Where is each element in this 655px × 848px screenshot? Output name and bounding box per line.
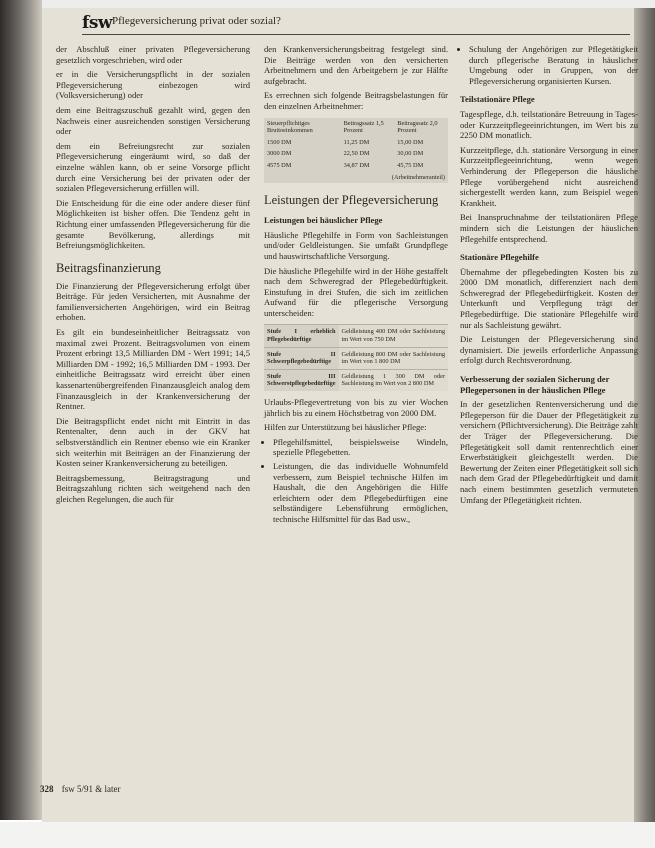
paragraph: Die Beitragspflicht endet nicht mit Eintritt in das Rentenalter, denn auch in der GKV hat selbstverständlich ein Rentner ebenso wie ein Kranker sich weiterhin mit Beiträgen an der Finanzierung der Kosten seiner Krankenversicherung zu beteiligen. [56,415,250,469]
table-cell: 1500 DM [267,138,292,146]
paragraph: dem eine Beitragszuschuß gezahlt wird, gegen den Nachweis einer ausreichenden sonstigen Versicherung oder [56,104,250,137]
paragraph: Tagespflege, d.h. teilstationäre Betreuung in Tages- oder Kurzzeitpflegeeinrichtungen, im Wert bis zu 2250 DM monatlich. [460,108,638,141]
section-heading: Verbesserung der sozialen Sicherung der Pflegepersonen in der häuslichen Pflege [460,374,610,395]
list-item: • Schulung der Angehörigen zur Pflegetätigkeit durch pflegerische Beratung in häuslicher Umgebung oder in Gruppen, von der Pflegeversicherung organisierten Kursen. [469,44,638,86]
book-spine [0,0,42,820]
paragraph: Die Entscheidung für die eine oder andere dieser fünf Möglichkeiten ist bisher offen. Die Tendenz geht in Richtung einer umfassenden Pflegeversicherung für die gesamte Bevölkerung, allerdings mit Befreiungsmöglichkeiten. [56,197,250,251]
care-level-label: Stufe II Schwerpflegebedürftige [264,347,339,369]
table-cell: 34,87 DM [343,161,370,169]
column-2 [264,44,448,528]
paragraph: Urlaubs-Pflegevertretung von bis zu vier Wochen jährlich bis zu einem Höchstbetrag von 2000 DM. [264,397,448,418]
table-cell: 45,75 DM [397,161,424,169]
table-row [264,325,448,347]
paragraph: den Krankenversicherungsbeitrag festgelegt sind. Die Beiträge werden von den versicherten Arbeitnehmern und den Arbeitgebern je zur Hälfte aufgebracht. [264,44,448,86]
column-1 [56,44,250,509]
paragraph: Es errechnen sich folgende Beitragsbelastungen für den einzelnen Arbeitnehmer: [264,90,448,111]
section-heading: Stationäre Pflegehilfe [460,252,539,263]
paragraph: Übernahme der pflegebedingten Kosten bis zu 2000 DM monatlich, differenziert nach dem Schweregrad der Pflegebedürftigkeit. Kosten der Unterkunft und Verpflegung trägt der Pflegebedürftige. Die stationäre Pflegehilfe wird nur als Sachleistung gewährt. [460,266,638,330]
bullet-list [264,437,448,525]
care-level-label: Stufe III Schwerstpflegebedürftige [264,369,339,391]
table-row [264,369,448,391]
journal-logo: fsw [82,13,113,33]
table-header-cell: Beitragssatz 2,0 Prozent [397,119,438,135]
subsection-heading: Leistungen bei häuslicher Pflege [264,215,383,226]
section-heading: Beitragsfinanzierung [56,260,161,275]
list-item: • Pflegehilfsmittel, beispielsweise Windeln, spezielle Pflegebetten. [273,437,448,458]
care-level-benefit: Geldleistung 1 300 DM oder Sachleistung im Wert von 2 800 DM [339,369,448,391]
table-cell: 3000 DM [267,150,292,158]
table-row [264,137,448,149]
table-cell: 15,00 DM [397,138,424,146]
paragraph: Bei Inanspruchnahme der teilstationären Pflege mindern sich die Leistungen der häuslichen Pflegehilfe entsprechend. [460,212,638,244]
paragraph: Beitragsbemessung, Beitragstragung und Beitragszahlung richten sich weitgehend nach den gleichen Regelungen, die auch für [56,472,250,504]
paragraph: Es gilt ein bundeseinheitlicher Beitragssatz von maximal zwei Prozent. Beitragsvolumen von einem Prozent erbringt 13,5 Milliarden DM - Wert 1991; 14,5 Milliarden DM - 1992; 16,5 Milliarden DM - 1993. Der einheitliche Beitragssatz wird erreicht über einen kassenartenübergreifenden Finanzausgleich analog dem Finanzausgleich in der Krankenversicherung der Rentner. [56,327,250,412]
paragraph: Hilfen zur Unterstützung bei häuslicher Pflege: [264,422,427,433]
table-cell: 22,50 DM [343,150,370,158]
paragraph: dem ein Befreiungsrecht zur sozialen Pflegeversicherung eingeräumt wird, so daß der einzelne wählen kann, ob er seine Vorsorge pflicht durch eine Versicherung bei der privaten oder der sozialen Pflegeversicherung erfüllen will. [56,140,250,194]
paragraph: er in die Versicherungspflicht in der sozialen Pflegeversicherung einbezogen wird (Volksversicherung) oder [56,69,250,101]
table-cell: 11,25 DM [343,138,370,146]
table-row [264,160,448,172]
care-level-label: Stufe I erheblich Pflegebedürftige [264,325,339,347]
paragraph: Kurzzeitpflege, d.h. stationäre Versorgung in einer Kurzzeitpflegeeinrichtung, wenn wegen Verhinderung der Pflegeperson die häusliche Pflege vorübergehend nicht ausreichend sichergestellt werden kann, zum Beispiel wegen Krankheit. [460,144,638,208]
bullet-list [460,44,638,86]
paragraph: Die häusliche Pflegehilfe wird in der Höhe gestaffelt nach dem Schweregrad der Pflegebedürftigkeit. Einstufung in drei Stufen, die sich im zeitlichen Aufwand für die pflegerische Versorgung unterscheiden: [264,265,448,318]
contribution-table [264,118,448,184]
table-row [264,347,448,369]
list-item: • Leistungen, die das individuelle Wohnumfeld verbessern, zum Beispiel technische Hilfen im Haushalt, die den Angehörigen die Hilfe erleichtern oder dem Pflegebedürftigen eine selbständigere Lebensführung ermöglichen, technische Hilfsmittel für das Bad usw., [273,461,448,525]
table-header-cell: Steuerpflichtiges Bruttoeinkommen [267,119,313,135]
section-heading: Teilstationäre Pflege [460,94,535,105]
table-row [264,148,448,160]
paragraph: Häusliche Pflegehilfe in Form von Sachleistungen und/oder Geldleistungen. Sie umfaßt Grundpflege und hauswirtschaftliche Versorgung. [264,229,448,261]
running-header [82,12,630,36]
paragraph: Die Leistungen der Pflegeversicherung sind dynamisiert. Die jeweils erforderliche Anpassung erfolgt durch Rechtsverordnung. [460,334,638,366]
table-header-cell: Beitragssatz 1,5 Prozent [343,119,384,135]
table-footnote: (Arbeitnehmeranteil) [391,173,445,181]
paragraph: der Abschluß einer privaten Pflegeversicherung gesetzlich vorgeschrieben, wird oder [56,44,250,65]
care-level-table [264,324,448,391]
running-title: Pflegeversicherung privat oder sozial? [112,15,281,27]
table-cell: 30,00 DM [397,150,424,158]
paragraph: In der gesetzlichen Rentenversicherung und die Pflegeperson für die Dauer der Pflegetätigkeit zu versichern (Pflichtversicherung). Die Beiträge zahlt der Träger der Pflegeversicherung. Die Pflegetätigkeit soll damit rentenrechtlich einer Erwerbstätigkeit gleichgestellt werden. Die Bewertung der Zeiten einer Pflegetätigkeit soll sich nach dem Grad der Pflegebedürftigkeit und damit nach einem bestimmten gesetzlich vermuteten Umfang der Pflegetätigkeit richten. [460,399,638,505]
header-rule [82,34,630,35]
paragraph: Die Finanzierung der Pflegeversicherung erfolgt über Beiträge. Für jeden Versicherten, mit Ausnahme der familienversicherten Angehörigen, wird ein Beitrag erhoben. [56,280,250,323]
scan-border-bottom [0,822,655,848]
care-level-benefit: Geldleistung 400 DM oder Sachleistung im Wert von 750 DM [339,325,448,347]
care-level-benefit: Geldleistung 800 DM oder Sachleistung im Wert von 1 800 DM [339,347,448,369]
column-3 [460,44,638,509]
table-cell: 4575 DM [267,161,292,169]
page-footer [40,784,121,794]
page-number: 328 [40,784,54,794]
section-heading: Leistungen der Pflegeversicherung [264,193,439,208]
source-note: fsw 5/91 & later [61,784,121,794]
